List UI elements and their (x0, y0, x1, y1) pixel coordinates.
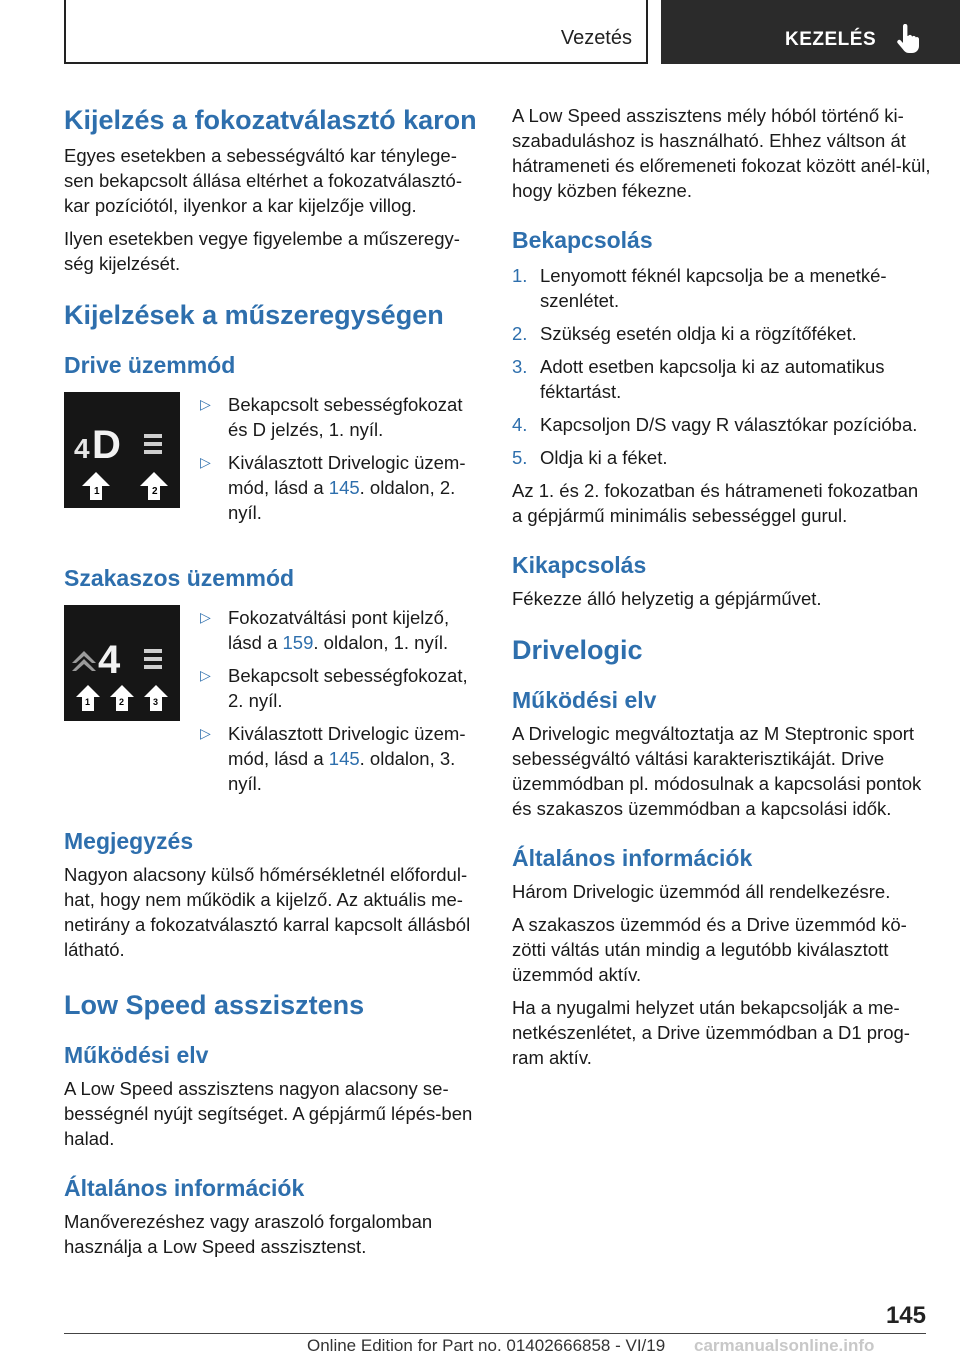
sequential-mode-display-graphic (64, 605, 180, 721)
heading-principle: Működési elv (64, 1042, 209, 1068)
arrow-2-icon (110, 685, 134, 711)
heading-deactivation: Kikapcsolás (512, 552, 647, 578)
paragraph: Ilyen esetekben vegye figyelembe a műszeregy-ség kijelzését. (64, 228, 460, 274)
header-section-tab (64, 0, 648, 64)
left-column (64, 103, 480, 1259)
list-item: 2. Szükség esetén oldja ki a rögzítőféket. (512, 323, 857, 344)
svg-text:2: 2 (119, 697, 125, 707)
paragraph: Manőverezéshez vagy araszoló forgalomban használja a Low Speed asszisztenst. (64, 1211, 433, 1257)
list-item: 3. Adott esetben kapcsolja ki az automatikus féktartást. (512, 356, 885, 402)
page-reference-link[interactable]: 145 (328, 748, 360, 769)
drive-mode-bullets (200, 392, 480, 533)
arrow-1-icon (76, 685, 100, 711)
footer-divider (64, 1333, 926, 1334)
drive-mode-figure-row (64, 392, 480, 533)
paragraph: Három Drivelogic üzemmód áll rendelkezésre. (512, 881, 891, 902)
list-item: ▷ Kiválasztott Drivelogic üzem-mód, lásd a 145. oldalon, 3. nyíl. (200, 723, 466, 794)
triangle-bullet-icon: ▷ (200, 667, 211, 683)
paragraph: A Drivelogic megváltoztatja az M Steptronic sport sebességváltó váltási karakterisztikáját. Drive üzemmódban pl. módosulnak a kapcsolási pontok és szakaszos üzemmódban a kapcsolási idők. (512, 723, 922, 819)
watermark: carmanualsonline.info (694, 1336, 875, 1355)
list-item: 5. Oldja ki a féket. (512, 447, 668, 468)
svg-text:2: 2 (152, 486, 158, 497)
svg-text:1: 1 (94, 486, 100, 497)
header-section-title: Vezetés (560, 27, 632, 49)
heading-general-info: Általános információk (512, 845, 753, 871)
heading-note: Megjegyzés (64, 828, 194, 854)
svg-text:1: 1 (85, 697, 91, 707)
svg-text:3: 3 (153, 697, 159, 707)
heading-sequential-mode: Szakaszos üzemmód (64, 565, 295, 591)
heading-general-info: Általános információk (64, 1175, 305, 1201)
paragraph: Ha a nyugalmi helyzet után bekapcsolják a me-netkészenlétet, a Drive üzemmódban a D1 prog-ram aktív. (512, 997, 910, 1068)
gear-letter-text: D (92, 423, 121, 467)
list-item: ▷ Bekapcsolt sebességfokozat, 2. nyíl. (200, 665, 468, 711)
triangle-bullet-icon: ▷ (200, 454, 211, 470)
gear-number-text: 4 (74, 433, 90, 464)
paragraph: Az 1. és 2. fokozatban és hátrameneti fokozatban a gépjármű minimális sebességgel gurul. (512, 480, 919, 526)
heading-drivelogic: Drivelogic (512, 635, 643, 665)
gear-number-text: 4 (98, 638, 121, 682)
list-item: ▷ Bekapcsolt sebességfokozat és D jelzés, 1. nyíl. (200, 394, 463, 440)
paragraph: A Low Speed asszisztens nagyon alacsony se-bességnél nyújt segítséget. A gépjármű lépés-ben halad. (64, 1078, 473, 1149)
triangle-bullet-icon: ▷ (200, 396, 211, 412)
paragraph: Egyes esetekben a sebességváltó kar ténylege-sen bekapcsolt állása eltérhet a fokozatválasztó-kar pozíciótól, ilyenkor a kar kijelzője villog. (64, 145, 462, 216)
drive-mode-display-graphic (64, 392, 180, 508)
sequential-mode-display-image (64, 605, 180, 721)
heading-principle: Működési elv (512, 687, 657, 713)
list-item: ▷ Kiválasztott Drivelogic üzem-mód, lásd a 145. oldalon, 2. nyíl. (200, 452, 466, 523)
heading-drive-mode: Drive üzemmód (64, 352, 236, 378)
activation-steps (512, 263, 932, 470)
drive-mode-display-image (64, 392, 180, 508)
drivelogic-bars-icon (144, 434, 162, 454)
list-item: 1. Lenyomott féknél kapcsolja be a menetké-szenlétet. (512, 265, 887, 311)
right-column (512, 103, 932, 1070)
paragraph: A szakaszos üzemmód és a Drive üzemmód kö-zötti váltás után mindig a legutóbb kiválasztott üzemmód aktív. (512, 914, 907, 985)
triangle-bullet-icon: ▷ (200, 609, 211, 625)
heading-kijelzesek: Kijelzések a műszeregységen (64, 300, 444, 330)
shift-point-chevron-icon (72, 651, 96, 671)
paragraph: A Low Speed asszisztens mély hóból történő ki-szabaduláshoz is használható. Ehhez váltson át hátrameneti és előremeneti fokozat között anél-kül, hogy közben fékezne. (512, 105, 931, 201)
page-reference-link[interactable]: 159 (282, 632, 314, 653)
heading-low-speed: Low Speed asszisztens (64, 990, 365, 1020)
triangle-bullet-icon: ▷ (200, 725, 211, 741)
list-item: 4. Kapcsoljon D/S vagy R választókar pozícióba. (512, 414, 918, 435)
page-number: 145 (885, 1302, 926, 1329)
header-chapter-title: KEZELÉS (785, 29, 877, 50)
drivelogic-bars-icon (144, 649, 162, 669)
arrow-1-icon (82, 472, 110, 500)
edition-note: Online Edition for Part no. 01402666858 - VI/19 (307, 1336, 666, 1355)
header-chapter-tab (661, 0, 960, 64)
sequential-mode-bullets (200, 605, 480, 804)
arrow-3-icon (144, 685, 168, 711)
paragraph: Fékezze álló helyzetig a gépjárművet. (512, 588, 822, 609)
heading-kijelzes-karon: Kijelzés a fokozatválasztó karon (64, 105, 477, 135)
arrow-2-icon (140, 472, 168, 500)
heading-activation: Bekapcsolás (512, 227, 653, 253)
sequential-mode-figure-row (64, 605, 480, 804)
page-reference-link[interactable]: 145 (328, 477, 360, 498)
list-item: ▷ Fokozatváltási pont kijelző, lásd a 159. oldalon, 1. nyíl. (200, 607, 450, 653)
paragraph: Nagyon alacsony külső hőmérsékletnél előfordul-hat, hogy nem működik a kijelző. Az aktuális me-netirány a fokozatválasztó karral kapcsolt állásból látható. (64, 864, 471, 960)
hand-pointer-icon (895, 24, 921, 54)
